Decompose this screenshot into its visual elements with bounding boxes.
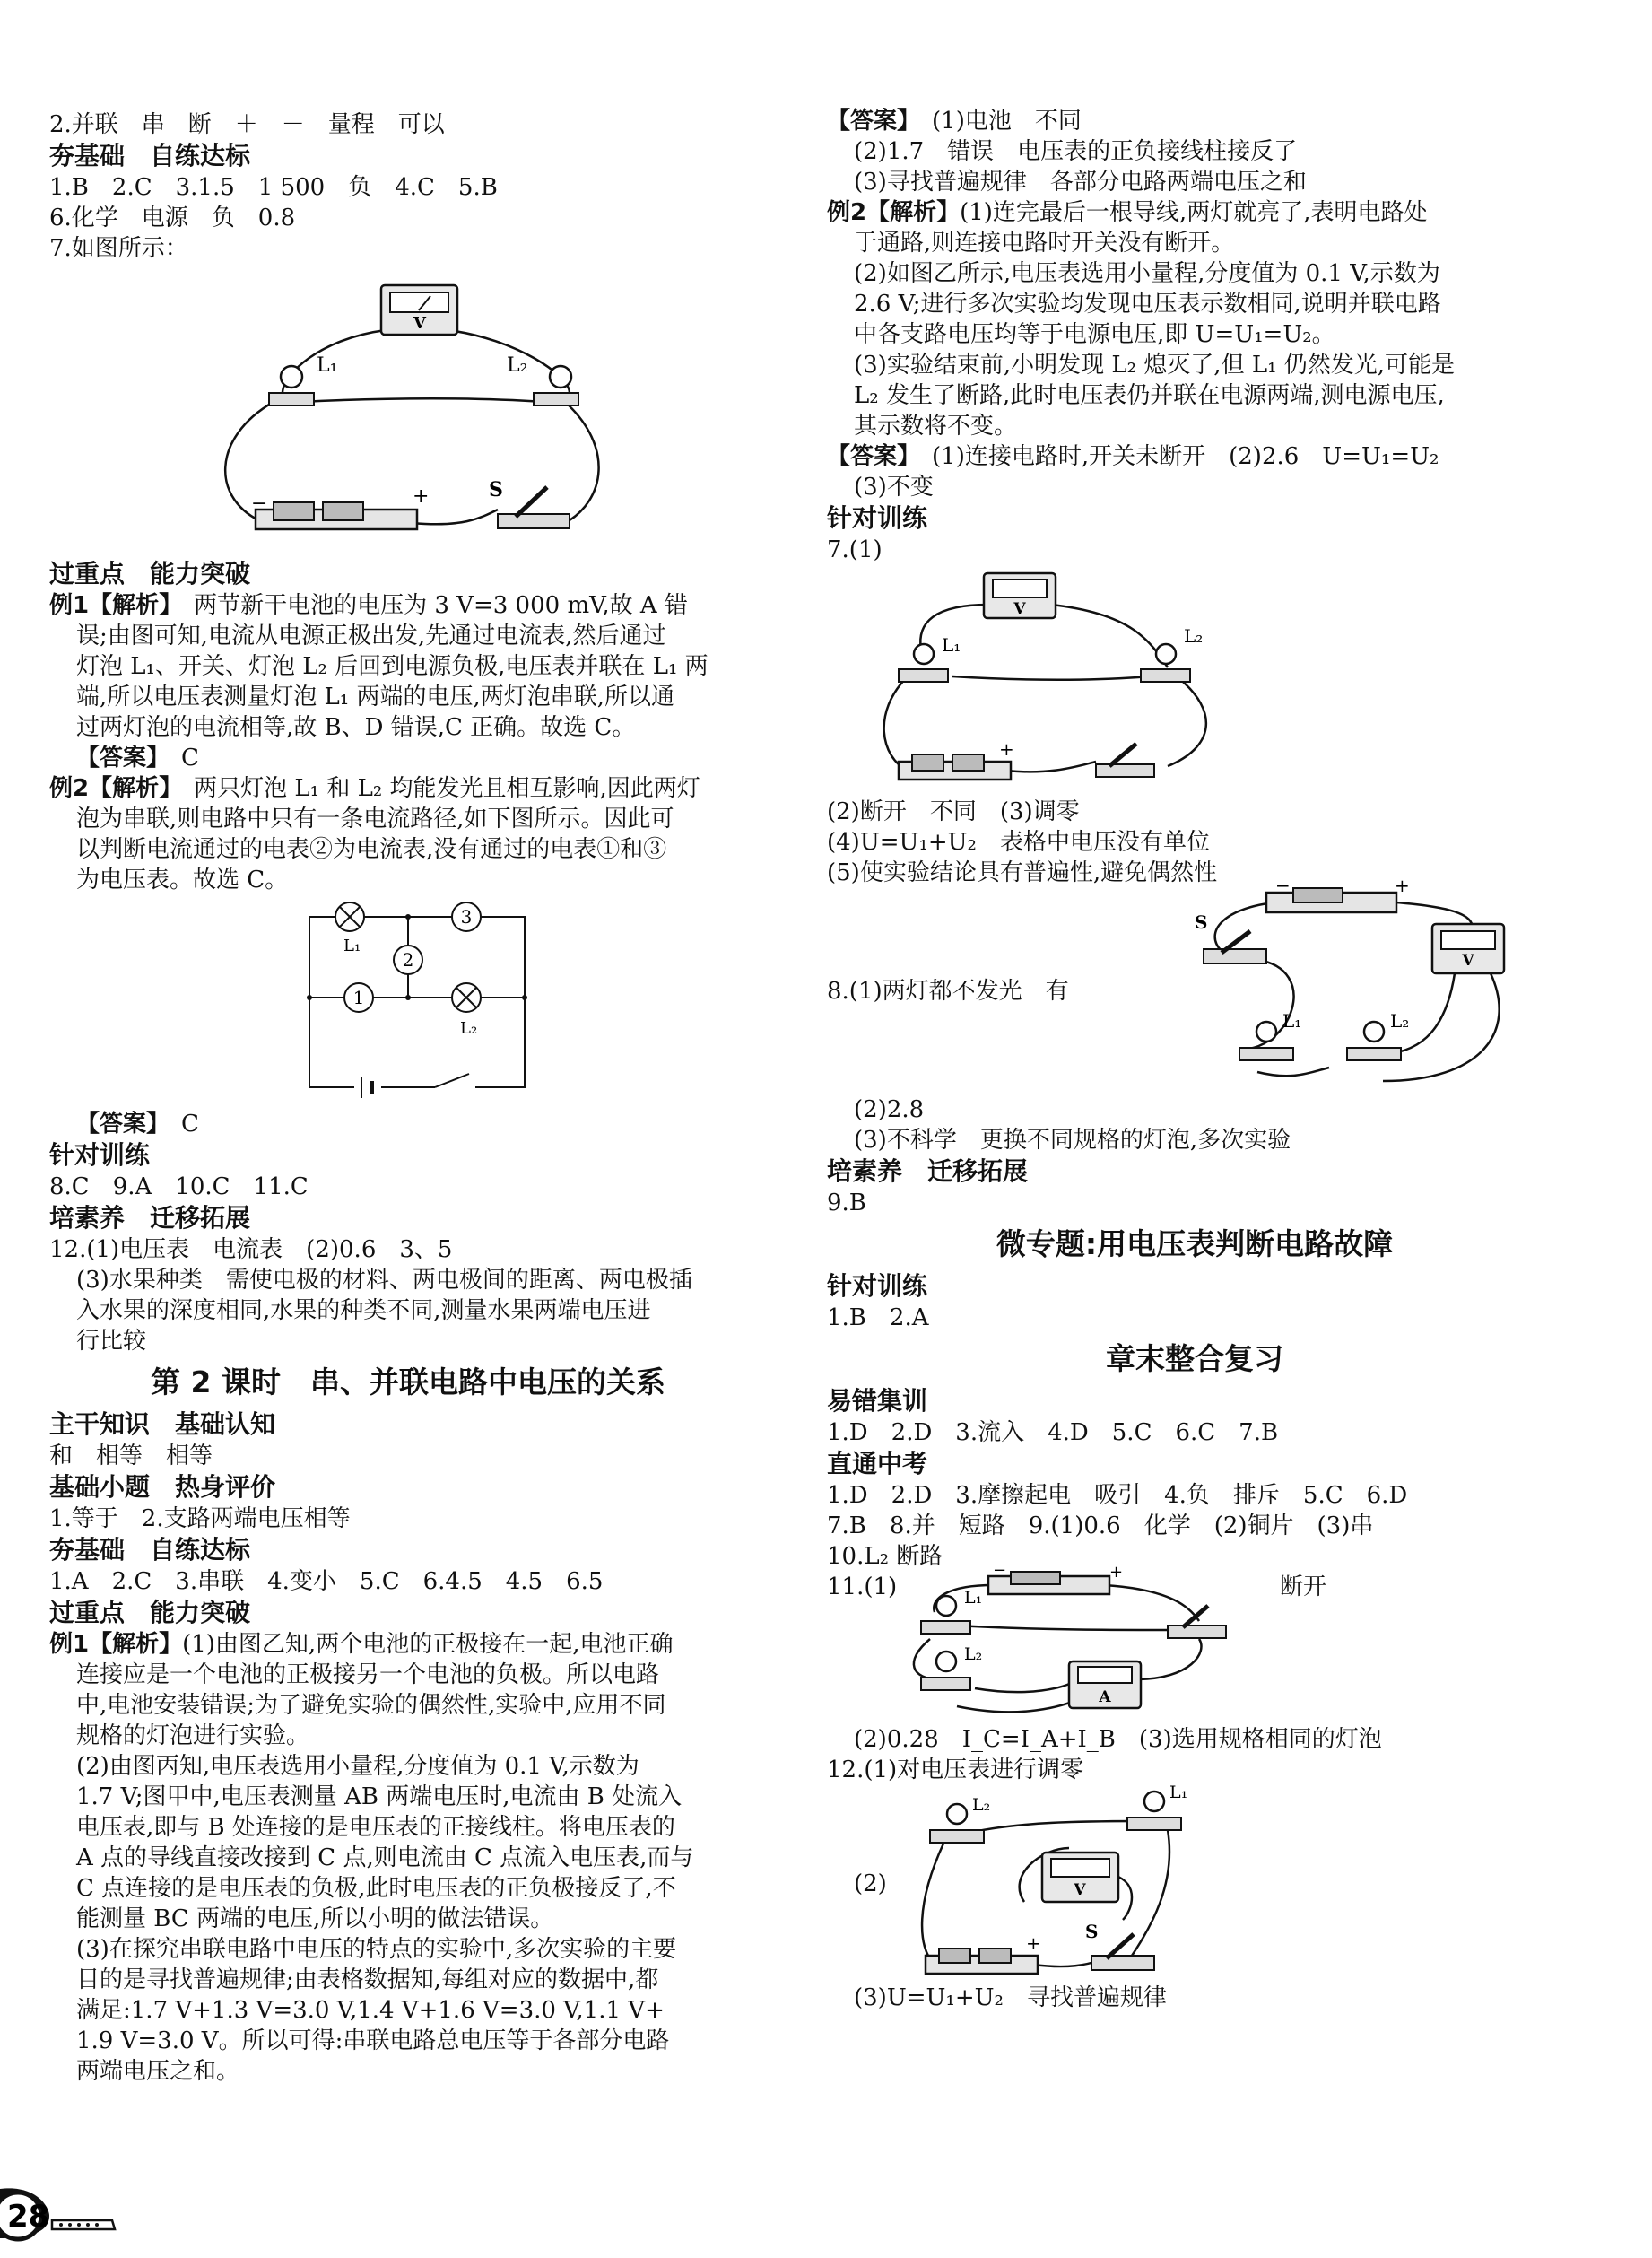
answer-tag: 【答案】 (76, 1111, 159, 1138)
svg-text:2: 2 (402, 949, 414, 971)
answer-line: (3)U=U₁+U₂ 寻找普遍规律 (854, 1984, 1167, 2011)
answer-line: (2)1.7 错误 电压表的正负接线柱接反了 (854, 138, 1298, 165)
circuit-figure-q12 (908, 1785, 1204, 1983)
section-heading: 针对训练 (827, 503, 928, 533)
svg-text:L₂: L₂ (972, 1795, 991, 1815)
section-heading: 针对训练 (49, 1140, 151, 1170)
svg-text:1: 1 (352, 987, 365, 1008)
answer-line: 【答案】 (1)连接电路时,开关未断开 (2)2.6 U=U₁=U₂ (827, 443, 1439, 470)
svg-text:L₁: L₁ (1169, 1783, 1188, 1802)
answer-line: 1.A 2.C 3.串联 4.变小 5.C 6.4.5 4.5 6.5 (49, 1568, 604, 1595)
svg-text:L₁: L₁ (964, 1588, 983, 1608)
lamp-l2-symbol (452, 983, 481, 1038)
answer-line: 入水果的深度相同,水果的种类不同,测量水果两端电压进 (76, 1297, 651, 1324)
switch-s (1168, 1626, 1226, 1638)
answer-line: 断开 (1280, 1574, 1327, 1600)
explanation-line: (3)实验结束前,小明发现 L₂ 熄灭了,但 L₁ 仍然发光,可能是 (854, 352, 1456, 379)
battery-plus: + (413, 485, 430, 508)
explanation-line: 灯泡 L₁、开关、灯泡 L₂ 后回到电源负极,电压表并联在 L₁ 两 (76, 653, 709, 680)
svg-text:A: A (1099, 1688, 1111, 1706)
svg-text:L₂: L₂ (1184, 625, 1204, 647)
section-heading: 主干知识 基础认知 (49, 1409, 276, 1439)
explanation-line: 中各支路电压均等于电源电压,即 U=U₁=U₂。 (854, 321, 1335, 348)
answer-line: 【答案】 C (76, 745, 199, 772)
example-tag: 例1【解析】 (49, 1631, 183, 1658)
battery-minus: − (251, 493, 268, 515)
explanation-line: 于通路,则连接电路时开关没有断开。 (854, 230, 1235, 257)
example-tag: 例1【解析】 (49, 592, 171, 619)
explanation-line: A 点的导线直接改接到 C 点,则电流由 C 点流入电压表,而与 (76, 1844, 694, 1871)
meter-1 (344, 983, 373, 1012)
svg-text:L₁: L₁ (343, 937, 361, 955)
meter-2 (394, 946, 422, 974)
answer-line: (2) (854, 1870, 887, 1897)
explanation-line: 连接应是一个电池的正极接另一个电池的负极。所以电路 (76, 1661, 660, 1688)
svg-text:+: + (1395, 875, 1410, 896)
answer-tag: 【答案】 (76, 745, 159, 772)
answer-line: 【答案】 (1)电池 不同 (827, 108, 1082, 135)
answer-line: 10.L₂ 断路 (827, 1543, 943, 1570)
answer-line: 7.如图所示： (49, 235, 188, 262)
right-column (827, 106, 1562, 2013)
svg-text:L₁: L₁ (942, 634, 961, 656)
bulb-l1 (1239, 1048, 1293, 1060)
answer-line: 行比较 (76, 1328, 147, 1355)
answer-line: 8.(1)两灯都不发光 有 (827, 978, 1069, 1005)
meter-3 (452, 902, 481, 931)
answer-line: (2)0.28 I_C=I_A+I_B (3)选用规格相同的灯泡 (854, 1726, 1382, 1753)
switch-symbol (435, 1074, 475, 1101)
svg-text:V: V (1462, 952, 1474, 970)
explanation-line: 满足:1.7 V+1.3 V=3.0 V,1.4 V+1.6 V=3.0 V,1.1 V+ (76, 1997, 665, 2024)
page-number-badge (0, 2180, 126, 2243)
switch-s (1204, 949, 1266, 963)
answer-line: 8.C 9.A 10.C 11.C (49, 1173, 309, 1200)
bulb-l1 (899, 669, 948, 682)
answer-line: 1.D 2.D 3.流入 4.D 5.C 6.C 7.B (827, 1419, 1279, 1446)
answer-tag: 【答案】 (827, 443, 909, 470)
bulb-l2 (930, 1830, 984, 1843)
answer-line: 9.B (827, 1190, 866, 1216)
svg-text:−: − (1275, 875, 1291, 896)
section-heading: 针对训练 (827, 1271, 928, 1301)
svg-text:+: + (999, 738, 1014, 760)
answer-line: 和 相等 相等 (49, 1443, 213, 1469)
switch-s (489, 478, 570, 528)
svg-text:V: V (1013, 600, 1026, 618)
svg-text:L₂: L₂ (460, 1019, 478, 1038)
cell-symbol (354, 1074, 381, 1101)
explanation-line: 例2【解析】(1)连完最后一根导线,两灯就亮了,表明电路处 (827, 199, 1428, 226)
example-tag: 例2【解析】 (827, 199, 961, 226)
svg-text:−: − (993, 1561, 1007, 1580)
switch-label: S (489, 478, 503, 501)
explanation-line: 两端电压之和。 (76, 2058, 240, 2085)
chapter-review-title: 章末整合复习 (1106, 1341, 1283, 1376)
q12-row (827, 1785, 1562, 1983)
answer-tag: 【答案】 (827, 108, 909, 135)
answer-line: 12.(1)对电压表进行调零 (827, 1757, 1084, 1783)
answer-line: 1.B 2.C 3.1.5 1 500 负 4.C 5.B (49, 174, 498, 201)
battery-pack (251, 485, 429, 529)
answer-line: 1.B 2.A (827, 1304, 929, 1331)
svg-text:V: V (1074, 1881, 1086, 1899)
q11-row (827, 1561, 1562, 1724)
section-heading: 过重点 能力突破 (49, 559, 251, 588)
section-heading: 直通中考 (827, 1449, 928, 1478)
example-tag: 例2【解析】 (49, 775, 171, 802)
circuit-figure-q7-1 (881, 569, 1257, 793)
answer-line: 12.(1)电压表 电流表 (2)0.6 3、5 (49, 1236, 453, 1263)
explanation-line: 中,电池安装错误;为了避免实验的偶然性,实验中,应用不同 (76, 1692, 666, 1719)
page-number: 28 (7, 2199, 50, 2235)
answer-line: 【答案】 C (76, 1111, 199, 1138)
answer-line: (4)U=U₁+U₂ 表格中电压没有单位 (827, 829, 1210, 856)
svg-text:L₂: L₂ (1390, 1010, 1410, 1032)
answer-line: 1.D 2.D 3.摩擦起电 吸引 4.负 排斥 5.C 6.D (827, 1482, 1408, 1509)
answer-line: (3)寻找普遍规律 各部分电路两端电压之和 (854, 169, 1307, 196)
explanation-line: 2.6 V;进行多次实验均发现电压表示数相同,说明并联电路 (854, 291, 1441, 318)
section-heading: 夯基础 自练达标 (49, 141, 251, 170)
bulb-l1 (921, 1621, 970, 1634)
explanation-line: (2)如图乙所示,电压表选用小量程,分度值为 0.1 V,示数为 (854, 260, 1440, 287)
section-heading: 基础小题 热身评价 (49, 1472, 276, 1502)
bulb-l1-label: L₁ (317, 354, 338, 377)
bulb-l1 (1127, 1818, 1181, 1830)
answer-line: 6.化学 电源 负 0.8 (49, 205, 296, 231)
q8-row (827, 875, 1562, 1094)
svg-text:+: + (1109, 1563, 1124, 1582)
explanation-line: 例1【解析】 两节新干电池的电压为 3 V=3 000 mV,故 A 错 (49, 592, 688, 619)
left-column (49, 109, 767, 2087)
answer-line: 2.并联 串 断 ＋ － 量程 可以 (49, 111, 445, 138)
section-heading: 夯基础 自练达标 (49, 1535, 251, 1565)
bulb-l2 (1347, 1048, 1401, 1060)
topic-title: 微专题:用电压表判断电路故障 (996, 1226, 1394, 1261)
explanation-line: 能测量 BC 两端的电压,所以小明的做法错误。 (76, 1905, 554, 1932)
answer-line: 7.B 8.并 短路 9.(1)0.6 化学 (2)铜片 (3)串 (827, 1513, 1374, 1539)
section-heading: 培素养 迁移拓展 (49, 1203, 251, 1233)
explanation-line: 端,所以电压表测量灯泡 L₁ 两端的电压,两灯泡串联,所以通 (76, 684, 675, 711)
explanation-line: 电压表,即与 B 处连接的是电压表的正接线柱。将电压表的 (76, 1814, 675, 1841)
answer-line: (3)水果种类 需使电极的材料、两电极间的距离、两电极插 (76, 1267, 692, 1294)
svg-text:+: + (1026, 1932, 1041, 1954)
explanation-line: 误;由图可知,电流从电源正极出发,先通过电流表,然后通过 (76, 623, 666, 650)
answer-line: (3)不科学 更换不同规格的灯泡,多次实验 (854, 1127, 1291, 1154)
explanation-line: (3)在探究串联电路中电压的特点的实验中,多次实验的主要 (76, 1936, 677, 1963)
explanation-line: 泡为串联,则电路中只有一条电流路径,如下图所示。因此可 (76, 806, 674, 833)
explanation-line: 过两灯泡的电流相等,故 B、D 错误,C 正确。故选 C。 (76, 714, 636, 741)
explanation-line: C 点连接的是电压表的负极,此时电压表的正负极接反了,不 (76, 1875, 676, 1902)
circuit-figure-q11 (903, 1561, 1244, 1724)
explanation-line: (2)由图丙知,电压表选用小量程,分度值为 0.1 V,示数为 (76, 1753, 639, 1780)
explanation-line: L₂ 发生了断路,此时电压表仍并联在电源两端,测电源电压, (854, 382, 1445, 409)
bulb-l2 (1141, 669, 1190, 682)
bulb-l2 (921, 1678, 970, 1690)
lesson-title: 第 2 课时 串、并联电路中电压的关系 (151, 1364, 665, 1399)
explanation-line: 1.9 V=3.0 V。所以可得:串联电路总电压等于各部分电路 (76, 2027, 670, 2054)
explanation-line: 为电压表。故选 C。 (76, 867, 289, 894)
answer-line: (2)断开 不同 (3)调零 (827, 798, 1080, 825)
section-heading: 培素养 迁移拓展 (827, 1156, 1029, 1186)
svg-text:3: 3 (460, 906, 473, 928)
explanation-line: 例2【解析】 两只灯泡 L₁ 和 L₂ 均能发光且相互影响,因此两灯 (49, 775, 700, 802)
answer-line: (2)2.8 (854, 1096, 925, 1123)
svg-text:L₂: L₂ (964, 1644, 983, 1664)
answer-line: (3)不变 (854, 474, 934, 501)
explanation-line: 规格的灯泡进行实验。 (76, 1722, 310, 1749)
bulb-l2-label: L₂ (507, 354, 528, 377)
circuit-figure-q8 (1186, 875, 1526, 1094)
answer-line: 11.(1) (827, 1574, 898, 1600)
switch-s (1096, 764, 1154, 777)
circuit-figure-q7 (211, 267, 713, 554)
explanation-line: 目的是寻找普遍规律;由表格数据知,每组对应的数据中,都 (76, 1966, 659, 1993)
svg-text:S: S (1195, 911, 1208, 933)
lamp-l1-symbol (335, 902, 364, 955)
explanation-line: 以判断电流通过的电表②为电流表,没有通过的电表①和③ (76, 836, 667, 863)
section-heading: 易错集训 (827, 1386, 928, 1416)
explanation-line: 其示数将不变。 (854, 413, 1018, 440)
section-heading: 过重点 能力突破 (49, 1598, 251, 1627)
answer-line: (5)使实验结论具有普遍性,避免偶然性 (827, 859, 1218, 886)
answer-line: 7.(1) (827, 536, 883, 563)
answer-line: 1.等于 2.支路两端电压相等 (49, 1505, 351, 1532)
explanation-line: 例1【解析】(1)由图乙知,两个电池的正极接在一起,电池正确 (49, 1631, 674, 1658)
switch-s (1091, 1956, 1154, 1970)
svg-text:S: S (1085, 1921, 1099, 1942)
schematic-figure (300, 899, 570, 1105)
svg-text:L₁: L₁ (1282, 1010, 1302, 1032)
voltmeter-label: V (413, 314, 426, 333)
explanation-line: 1.7 V;图甲中,电压表测量 AB 两端电压时,电流由 B 处流入 (76, 1783, 683, 1810)
